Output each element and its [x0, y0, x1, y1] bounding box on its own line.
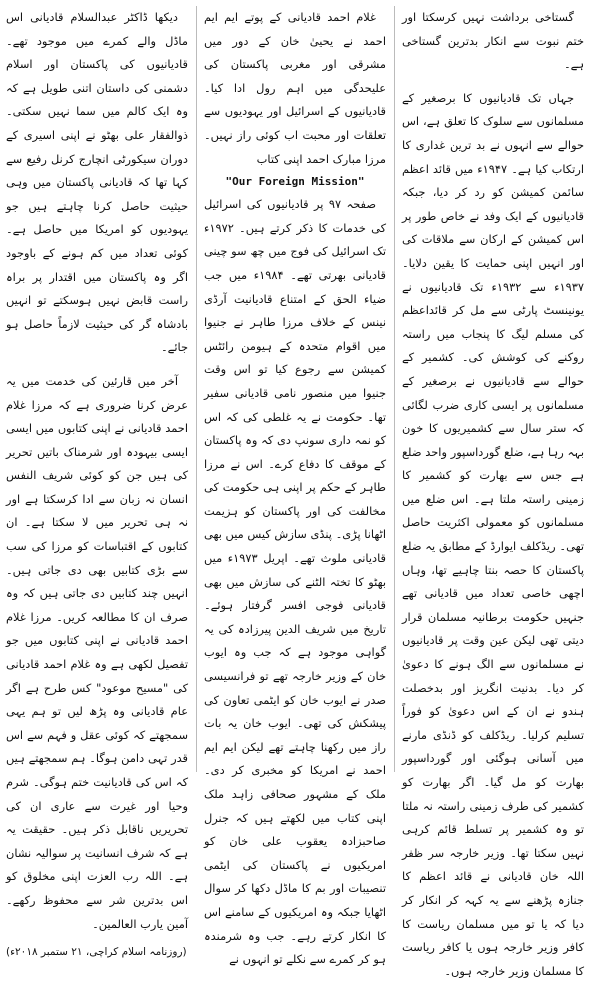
- paragraph: جہاں تک قادیانیوں کا برصغیر کے مسلمانوں سے سلوک کا تعلق ہے، اس حوالے سے انہوں نے بد ترین غداری کا ارتکاب کیا ہے۔ ۱۹۴۷ء میں قائد اعظم سائمن کمیشن کو رد کر دیا، جبکہ قادیانیوں کے ایک وفد نے خاص طور پر اس کمیشن کے ارکان سے ملاقات کی اور انہیں اپنی حمایت کا یقین دلایا۔ ۱۹۳۷ء سے ۱۹۳۲ء تک قادیانیوں نے یونینسٹ پارٹی سے مل کر قائداعظم کی مسلم لیگ کا پنجاب میں راستہ روکنے کی کوشش کی۔ کشمیر کے حوالے سے قادیانیوں نے برصغیر کے مسلمانوں پر ایسی کاری ضرب لگائی کہ ستر سال سے کشمیریوں کا خون بہہ رہا ہے، ضلع گورداسپور واحد ضلع ہے جس سے بھارت کو کشمیر کا زمینی راستہ ملتا ہے۔ اس ضلع میں مسلمانوں کو معمولی اکثریت حاصل تھی۔ ریڈکلف ایوارڈ کے مطابق یہ ضلع پاکستان کا حصہ بنتا چاہیے تھا، وہاں اچھی خاصی تعداد میں قادیانی تھے جنہیں حکومت برطانیہ مسلمان قرار دیتی تھی لیکن عین وقت پر قادیانیوں نے مسلمانوں سے الگ ہونے کا دعویٰ کر دیا۔ بدنیت انگریز اور بدخصلت ہندو نے ان کے اس دعویٰ کو فوراً تسلیم کرلیا۔ ریڈکلف کو ڈنڈی مارنے میں آسانی ہوگئی اور گورداسپور بھارت کو مل گیا۔ اگر بھارت کو کشمیر کی طرف زمینی راستہ نہ ملتا تو وہ کشمیر پر تسلط قائم کرہی نہیں سکتا تھا۔ وزیر خارجہ سر ظفر اللہ خان قادیانی نے قائد اعظم کا جنازہ پڑھنے سے یہ کہہ کر انکار کر دیا کہ یا تو میں مسلمان ریاست کا کافر وزیر خارجہ ہوں یا کافر ریاست کا مسلمان وزیر خارجہ ہوں۔: [402, 90, 584, 978]
- paragraph: صفحہ ۹۷ پر قادیانیوں کی اسرائیل کی خدمات کا ذکر کرتے ہیں۔ ۱۹۷۲ء تک اسرائیل کی فوج میں چھ سو چینی قادیانی بھرتی تھے۔ ۱۹۸۴ء میں جب ضیاء الحق کے امتناع قادیانیت آرڈی نینس کے خلاف مرزا طاہر نے جنیوا میں اقوام متحدہ کے ہیومن رائٹس کمیشن سے رجوع کیا تو اس وقت جنیوا میں منصور نامی قادیانی سفیر تھا۔ حکومت نے یہ غلطی کی کہ اس کو نمہ داری سونپ دی کہ وہ پاکستان کے موقف کا دفاع کرے۔ اس نے مرزا طاہر کے حکم پر اپنی ہی حکومت کی مخالفت کی اور پاکستان کو ہزیمت اٹھانا پڑی۔ پنڈی سازش کیس میں بھی قادیانی ملوث تھے۔ اپریل ۱۹۷۳ء میں بھٹو کا تختہ الٹنے کی سازش میں بھی قادیانی فوجی افسر گرفتار ہوئے۔ تاریخ میں شریف الدین پیرزادہ کی یہ گواہی موجود ہے کہ جب وہ ایوب خان کے وزیر خارجہ تھے تو فرانسیسی صدر نے ایوب خان کو ایٹمی تعاون کی پیشکش کی تھی۔ ایوب خان یہ بات راز میں رکھنا چاہتے تھے لیکن ایم ایم احمد نے امریکا کو مخبری کر دی۔ ملک کے مشہور صحافی زاہد ملک اپنی کتاب میں لکھتے ہیں کہ جنرل صاحبزادہ یعقوب علی خان کو امریکیوں نے پاکستان کی ایٹمی تنصیبات اور بم کا ماڈل دکھا کر سوال اٹھایا جبکہ وہ امریکیوں کے سامنے اس کا انکار کرتے رہے۔ جب وہ شرمندہ ہو کر کمرے سے نکلے تو انہوں نے: [204, 197, 386, 967]
- source-citation: (روزنامہ اسلام کراچی، ۲۱ ستمبر ۲۰۱۸ء): [6, 946, 187, 959]
- column-middle: [204, 6, 386, 967]
- column-right: [402, 6, 584, 978]
- paragraph: گستاخی برداشت نہیں کرسکتا اور ختم نبوت سے انکار بدترین گستاخی ہے۔: [402, 10, 584, 72]
- paragraph: غلام احمد قادیانی کے پوتے ایم ایم احمد نے یحییٰ خان کے دور میں مشرقی اور مغربی پاکستان کی علیحدگی میں اہم رول ادا کیا۔ قادیانیوں کے اسرائیل اور یہودیوں سے تعلقات اور محبت اب کوئی راز نہیں۔ مرزا مبارک احمد اپنی کتاب: [204, 10, 386, 166]
- book-title-english: "Our Foreign Mission": [225, 175, 365, 189]
- column-divider: [394, 6, 395, 772]
- paragraph: دیکھا ڈاکٹر عبدالسلام قادیانی اس ماڈل والے کمرے میں موجود تھے۔ قادیانیوں کی پاکستان اور اسلام دشمنی کی داستان اتنی طویل ہے کہ وہ ایک کالم میں سما نہیں سکتی۔ ذوالفقار علی بھٹو نے اپنی اسیری کے دوران سیکورٹی انچارج کرنل رفیع سے کہا تھا کہ قادیانی پاکستان میں وہی حیثیت حاصل کرنا چاہتے ہیں جو یہودیوں کو امریکا میں حاصل ہے۔ کوئی تعداد میں کم ہونے کے باوجود اگر وہ پاکستان میں اقتدار پر براہ راست قابض نہیں ہوسکتے تو انہیں بادشاہ گر کی حیثیت لازماً حاصل ہو جائے۔: [6, 10, 188, 355]
- article-columns: [6, 6, 584, 978]
- paragraph: آخر میں قارئین کی خدمت میں یہ عرض کرنا ضروری ہے کہ مرزا غلام احمد قادیانی نے اپنی کتابوں میں ایسی ایسی بیہودہ اور شرمناک باتیں تحریر کی ہیں جن کو کوئی شریف النفس انسان نہ زبان سے ادا کرسکتا ہے اور نہ ہی تحریر میں لا سکتا ہے۔ ان کتابوں کے اقتباسات کو مرزا کی سب سے بڑی کتابیں بھی دی جاتی ہیں۔ انہیں چند کتابیں دی جاتی ہیں کہ وہ صرف ان کا مطالعہ کریں۔ مرزا غلام احمد قادیانی نے اپنی کتابوں میں جو تفصیل لکھی ہے وہ غلام احمد قادیانی کی "مسیح موعود" کس طرح ہے اگر عام قادیانی وہ پڑھ لیں تو ہم یہی سمجھتے کہ کوئی عقل و فہم سے اس قدر تہی دامن ہوگا۔ ہم سمجھتے ہیں کہ اس کی قادیانیت ختم ہوگی۔ شرم وحیا اور غیرت سے عاری ان کی تحریریں ناقابل ذکر ہیں۔ حقیقت یہ ہے کہ شرف انسانیت پر سوالیہ نشان ہے۔ اللہ رب العزت اپنی مخلوق کو اس بدترین شر سے محفوظ رکھے۔ آمین یارب العالمین۔: [6, 373, 188, 931]
- column-left: [6, 6, 188, 959]
- column-divider: [196, 6, 197, 772]
